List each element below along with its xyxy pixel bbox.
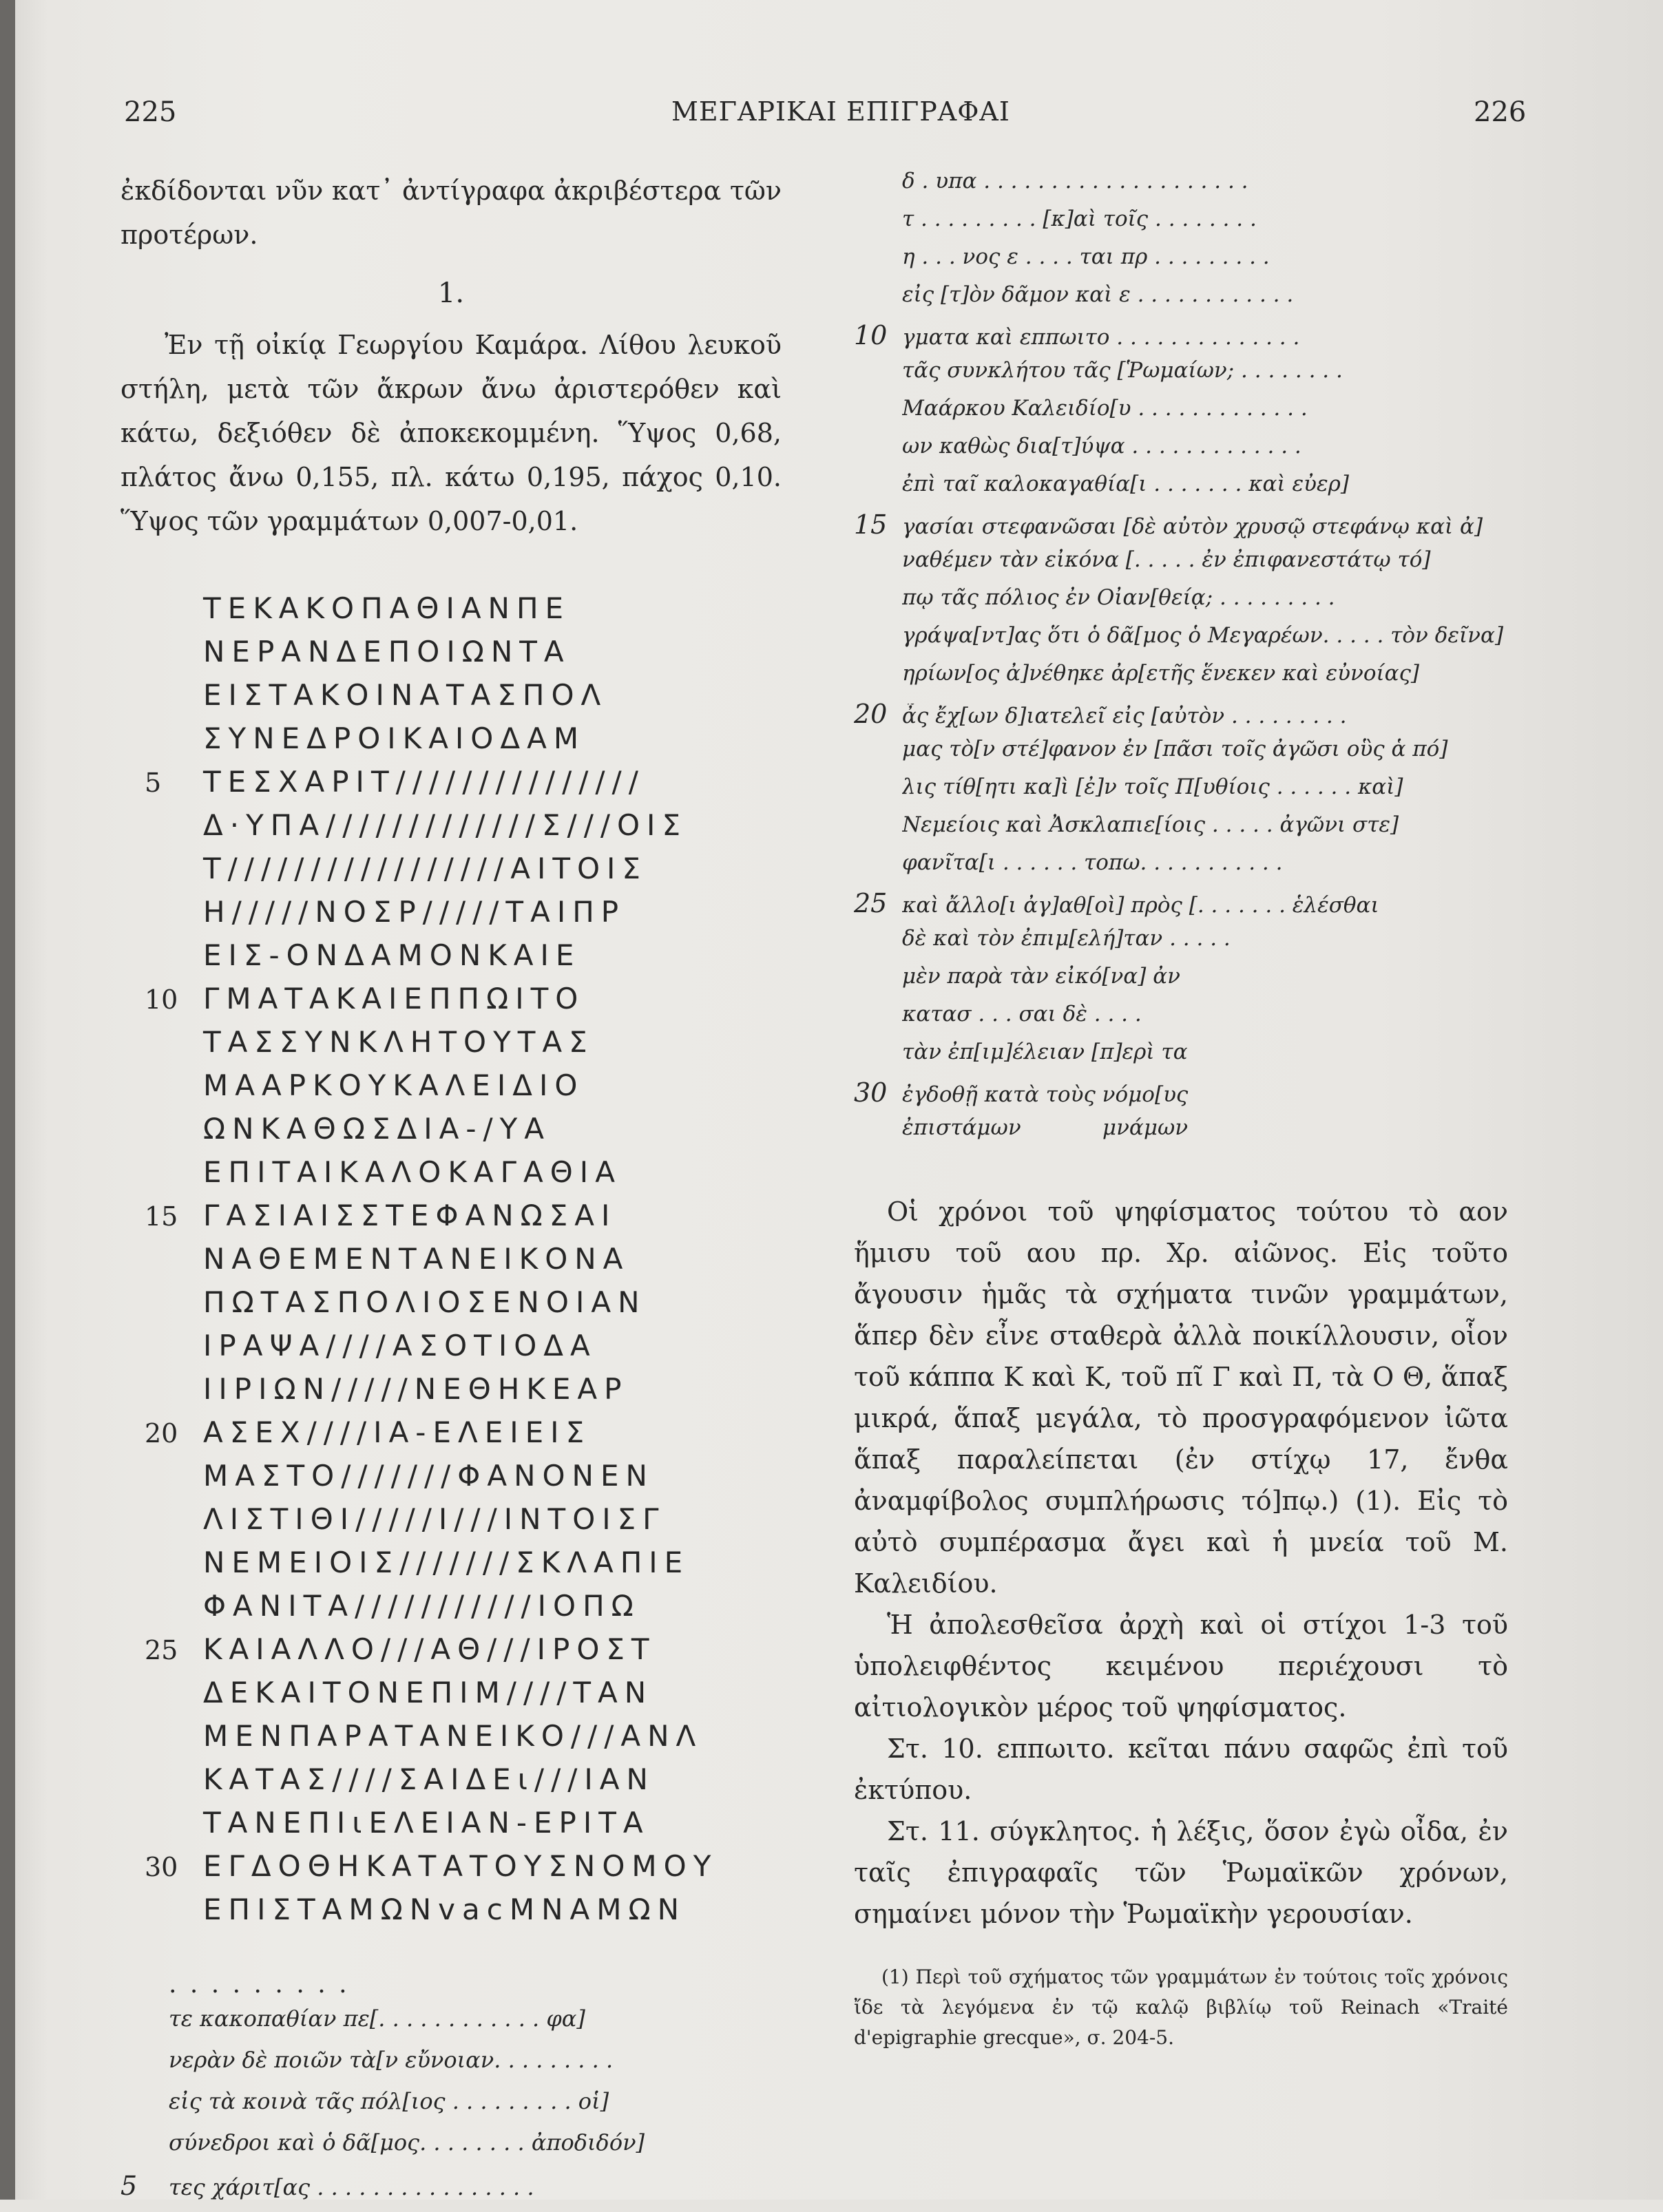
- line-number: 5: [121, 2171, 138, 2201]
- line-text: μὲν παρὰ τὰν εἰκό[να] ἀν: [902, 964, 1180, 989]
- transcription-line: [854, 850, 1508, 888]
- commentary-paragraph: Στ. 10. εππωιτο. κεῖται πάνυ σαφῶς ἐπὶ τοῦ ἐκτύπου.: [854, 1734, 1508, 1805]
- line-text: κατασ . . . σαι δὲ . . . .: [902, 1002, 1142, 1026]
- inscription-line: [121, 895, 782, 938]
- transcription-line: [854, 888, 1508, 926]
- line-text: Δ·ΥΠΑ/////////////Σ///ΟΙΣ: [203, 808, 687, 842]
- inscription-line: [121, 1025, 782, 1068]
- transcription-line: [854, 661, 1508, 699]
- line-text: ΝΕΡΑΝΔΕΠΟΙΩΝΤΑ: [203, 635, 571, 668]
- transcription-line: [854, 623, 1508, 661]
- line-text: τες χάριτ[ας . . . . . . . . . . . . . . . .: [169, 2174, 534, 2200]
- line-text: ων καθὼς δια[τ]ύψα . . . . . . . . . . . . .: [902, 434, 1301, 459]
- transcription-line: [854, 737, 1508, 775]
- line-text: τ . . . . . . . . . [κ]αὶ τοῖς . . . . . . . .: [902, 207, 1257, 231]
- line-text: τᾶς συνκλήτου τᾶς [Ῥωμαίων; . . . . . . . .: [902, 358, 1343, 383]
- line-text: ηρίων[ος ἀ]νέθηκε ἀρ[ετῆς ἕνεκεν καὶ εὐνοίας]: [902, 661, 1420, 686]
- line-text: Η/////ΝΟΣΡ/////ΤΑΙΠΡ: [203, 895, 626, 929]
- line-text: ΤΕΚΑΚΟΠΑΘΙΑΝΠΕ: [203, 591, 571, 625]
- inscription-line: [121, 721, 782, 765]
- inscription-line: [121, 635, 782, 678]
- transcription-line: [854, 964, 1508, 1002]
- line-text: Μαάρκου Καλειδίο[υ . . . . . . . . . . . . .: [902, 396, 1308, 421]
- inscription-line: [121, 1632, 782, 1676]
- transcription-line: [854, 812, 1508, 850]
- line-text: ἐπὶ ταῖ καλοκαγαθία[ι . . . . . . . καὶ εὐερ]: [902, 472, 1349, 496]
- inscription-line: [121, 1155, 782, 1199]
- transcription-line: [854, 320, 1508, 358]
- line-text: ΛΙΣΤΙΘΙ/////Ι///ΙΝΤΟΙΣΓ: [203, 1502, 666, 1536]
- transcription-line: [121, 2171, 782, 2212]
- line-text: ΠΩΤΑΣΠΟΛΙΟΣΕΝΟΙΑΝ: [203, 1285, 647, 1319]
- line-number: 20: [145, 1418, 178, 1449]
- line-text: ΣΥΝΕΔΡΟΙΚΑΙΟΔΑΜ: [203, 721, 586, 755]
- line-text: δὲ καὶ τὸν ἐπιμ[ελή]ταν . . . . .: [902, 926, 1231, 951]
- inscription-line: [121, 1589, 782, 1632]
- line-text: ἐπιστάμων μνάμων: [902, 1115, 1189, 1140]
- line-text: ΕΙΣΤΑΚΟΙΝΑΤΑΣΠΟΛ: [203, 678, 608, 712]
- transcription-line: [854, 926, 1508, 964]
- line-text: ΕΙΣ-ΟΝΔΑΜΟΝΚΑΙΕ: [203, 938, 581, 972]
- left-minuscule-transcription: [121, 2005, 782, 2212]
- inscription-line: [121, 591, 782, 635]
- transcription-line: [121, 2005, 782, 2047]
- line-text: ΦΑΝΙΤΑ///////////ΙΟΠΩ: [203, 1589, 640, 1623]
- transcription-line: [854, 1040, 1508, 1077]
- inscription-line: [121, 1285, 782, 1329]
- inscription-line: [121, 1068, 782, 1112]
- line-text: ναθέμεν τὰν εἰκόνα [. . . . . ἐν ἐπιφανεστάτῳ τό]: [902, 547, 1431, 572]
- line-text: ΓΜΑΤΑΚΑΙΕΠΠΩΙΤΟ: [203, 982, 585, 1015]
- commentary-paragraph: Ἡ ἀπολεσθεῖσα ἀρχὴ καὶ οἱ στίχοι 1-3 τοῦ ὑπολειφθέντος κειμένου περιέχουσι τὸ αἰτιολογικὸν μέρος τοῦ ψηφίσματος.: [854, 1610, 1508, 1723]
- commentary-paragraph: Οἱ χρόνοι τοῦ ψηφίσματος τούτου τὸ αον ἥμισυ τοῦ αου πρ. Χρ. αἰῶνος. Εἰς τοῦτο ἄγουσιν ἡμᾶς τὰ σχήματα τινῶν γραμμάτων, ἅπερ δὲν εἶνε σταθερὰ ἀλλὰ ποικίλλουσιν, οἷον τοῦ κάππα Κ καὶ Κ, τοῦ πῖ Γ καὶ Π, τὰ Ο Θ, ἅπαξ μικρά, ἅπαξ μεγάλα, τὸ προσγραφόμενον ἰῶτα ἅπαξ παραλείπεται (ἐν στίχῳ 17, ἔνθα ἀναμφίβολος συμπλήρωσις τό]πῳ.) (1). Εἰς τὸ αὐτὸ συμπέρασμα ἄγει καὶ ἡ μνεία τοῦ Μ. Καλειδίου.: [854, 1197, 1508, 1599]
- line-text: ΝΑΘΕΜΕΝΤΑΝΕΙΚΟΝΑ: [203, 1242, 630, 1276]
- line-text: ΜΕΝΠΑΡΑΤΑΝΕΙΚΟ///ΑΝΛ: [203, 1719, 703, 1753]
- transcription-line: [854, 699, 1508, 737]
- transcription-line: [854, 434, 1508, 472]
- transcription-line: [854, 547, 1508, 585]
- inscription-line: [121, 1893, 782, 1936]
- running-title: ΜΕΓΑΡΙΚΑΙ ΕΠΙΓΡΑΦΑΙ: [671, 96, 1010, 127]
- line-text: γασίαι στεφανῶσαι [δὲ αὐτὸν χρυσῷ στεφάνῳ καὶ ἀ]: [902, 514, 1483, 539]
- line-text: ΕΠΙΤΑΙΚΑΛΟΚΑΓΑΘΙΑ: [203, 1155, 622, 1189]
- transcription-line: [854, 1077, 1508, 1115]
- right-minuscule-transcription: [854, 169, 1508, 1153]
- inscription-line: [121, 1676, 782, 1719]
- commentary: [854, 1191, 1508, 1935]
- page-number-left: 225: [124, 96, 177, 128]
- line-text: ΜΑΑΡΚΟΥΚΑΛΕΙΔΙΟ: [203, 1068, 585, 1102]
- line-text: ΑΣΕΧ////ΙΑ-ΕΛΕΙΕΙΣ: [203, 1415, 592, 1449]
- inscription-line: [121, 1806, 782, 1849]
- transcription-line: [121, 2047, 782, 2088]
- line-number: 15: [854, 509, 888, 540]
- transcription-line: [121, 2088, 782, 2129]
- inscription-line: [121, 765, 782, 808]
- transcription-line: [854, 169, 1508, 207]
- inscription-line: [121, 678, 782, 721]
- inscription-line: [121, 1762, 782, 1806]
- section-number: 1.: [437, 277, 465, 309]
- transcription-line: [121, 2129, 782, 2171]
- inscription-line: [121, 852, 782, 895]
- line-text: τε κακοπαθίαν πε[. . . . . . . . . . . . φα]: [169, 2005, 585, 2032]
- line-text: εἰς [τ]ὸν δᾶμον καὶ ε . . . . . . . . . . . .: [902, 282, 1294, 307]
- line-text: Τ/////////////////ΑΙΤΟΙΣ: [203, 852, 647, 885]
- majuscule-transcription: [121, 591, 782, 1936]
- line-text: ἆς ἔχ[ων δ]ιατελεῖ εἰς [αὐτὸν . . . . . . . . .: [902, 704, 1347, 728]
- footnote: (1) Περὶ τοῦ σχήματος τῶν γραμμάτων ἐν τούτοις τοῖς χρόνοις ἴδε τὰ λεγόμενα ἐν τῷ καλῷ βιβλίῳ τοῦ Reinach «Traité d'epigraphie grecque», σ. 204-5.: [854, 1966, 1508, 2049]
- inscription-line: [121, 1502, 782, 1546]
- line-text: ΤΑΝΕΠΙιΕΛΕΙΑΝ-ΕΡΙΤΑ: [203, 1806, 650, 1840]
- inscription-line: [121, 808, 782, 852]
- line-number: 15: [145, 1201, 178, 1232]
- line-text: ΤΑΣΣΥΝΚΛΗΤΟΥΤΑΣ: [203, 1025, 594, 1059]
- line-text: ΜΑΣΤΟ///////ΦΑΝΟΝΕΝ: [203, 1459, 654, 1493]
- intro-paragraph: ἐκδίδονται νῦν κατ᾽ ἀντίγραφα ἀκριβέστερα τῶν προτέρων.: [121, 176, 782, 250]
- line-text: πῳ τᾶς πόλιος ἐν Οἰαν[θείᾳ; . . . . . . . . .: [902, 585, 1335, 610]
- line-text: γράψα[ντ]ας ὅτι ὁ δᾶ[μος ὁ Μεγαρέων. . . . . τὸν δεῖνα]: [902, 623, 1504, 648]
- binding-gutter: [0, 0, 15, 2200]
- inscription-line: [121, 1459, 782, 1502]
- line-text: δ . υπα . . . . . . . . . . . . . . . . . . . .: [902, 169, 1248, 193]
- line-text: ΩΝΚΑΘΩΣΔΙΑ-/ΥΑ: [203, 1112, 552, 1146]
- inscription-line: [121, 938, 782, 982]
- commentary-paragraph: Στ. 11. σύγκλητος. ἡ λέξις, ὅσον ἐγὼ οἶδα, ἐν ταῖς ἐπιγραφαῖς τῶν Ῥωμαϊκῶν χρόνων, σημαίνει μόνον τὴν Ῥωμαϊκὴν γερουσίαν.: [854, 1816, 1508, 1929]
- line-text: ΝΕΜΕΙΟΙΣ///////ΣΚΛΑΠΙΕ: [203, 1546, 690, 1579]
- line-number: 30: [145, 1852, 178, 1882]
- line-number: 25: [145, 1635, 178, 1665]
- line-text: λις τίθ[ητι κα]ὶ [ἐ]ν τοῖς Π[υθίοις . . . . . . καὶ]: [902, 775, 1403, 799]
- line-text: ΔΕΚΑΙΤΟΝΕΠΙΜ////ΤΑΝ: [203, 1676, 653, 1709]
- inscription-line: [121, 1112, 782, 1155]
- line-number: 20: [854, 699, 888, 729]
- inscription-line: [121, 1242, 782, 1285]
- transcription-line: [854, 282, 1508, 320]
- line-text: νερὰν δὲ ποιῶν τὰ[ν εὔνοιαν. . . . . . . . .: [169, 2047, 614, 2073]
- line-text: σύνεδροι καὶ ὁ δᾶ[μος. . . . . . . . ἀποδιδόν]: [169, 2129, 645, 2156]
- line-number: 25: [854, 888, 888, 918]
- line-number: 30: [854, 1077, 888, 1108]
- transcription-line: [854, 472, 1508, 509]
- line-text: ΚΑΙΑΛΛΟ///ΑΘ///ΙΡΟΣΤ: [203, 1632, 656, 1666]
- inscription-line: [121, 1415, 782, 1459]
- line-text: ΓΑΣΙΑΙΣΣΤΕΦΑΝΩΣΑΙ: [203, 1199, 617, 1232]
- transcription-line: [854, 244, 1508, 282]
- lacuna-dots: . . . . . . . . .: [169, 1970, 350, 1999]
- line-text: Νεμείοις καὶ Ἀσκλαπιε[ίοις . . . . . ἀγῶνι στε]: [902, 812, 1399, 837]
- line-text: ΚΑΤΑΣ////ΣΑΙΔΕι///ΙΑΝ: [203, 1762, 655, 1796]
- inscription-line: [121, 982, 782, 1025]
- line-text: η . . . νος ε . . . . ται πρ . . . . . . . . .: [902, 244, 1270, 269]
- inscription-line: [121, 1372, 782, 1415]
- line-text: ΕΠΙΣΤΑΜΩΝvacΜΝΑΜΩΝ: [203, 1893, 687, 1926]
- line-text: ΕΓΔΟΘΗΚΑΤΑΤΟΥΣΝΟΜΟΥ: [203, 1849, 718, 1883]
- transcription-line: [854, 207, 1508, 244]
- line-text: ΙΡΑΨΑ////ΑΣΟΤΙΟΔΑ: [203, 1329, 597, 1362]
- transcription-line: [854, 775, 1508, 812]
- left-column: [121, 169, 782, 2212]
- transcription-line: [854, 358, 1508, 396]
- line-number: 5: [145, 768, 162, 798]
- line-text: μας τὸ[ν στέ]φανον ἐν [πᾶσι τοῖς ἀγῶσι οὓς ἁ πό]: [902, 737, 1448, 761]
- transcription-line: [854, 1002, 1508, 1040]
- footnote-section: [854, 1962, 1508, 2053]
- line-text: γματα καὶ εππωιτο . . . . . . . . . . . . . .: [902, 325, 1300, 350]
- stone-description: Ἐν τῇ οἰκίᾳ Γεωργίου Καμάρα. Λίθου λευκοῦ στήλη, μετὰ τῶν ἄκρων ἄνω ἀριστερόθεν καὶ κάτω, δεξιόθεν δὲ ἀποκεκομμένη. Ὕψος 0,68, πλάτος ἄνω 0,155, πλ. κάτω 0,195, πάχος 0,10. Ὕψος τῶν γραμμάτων 0,007-0,01.: [121, 330, 782, 536]
- line-number: 10: [854, 320, 888, 350]
- line-text: ΙΙΡΙΩΝ/////ΝΕΘΗΚΕΑΡ: [203, 1372, 629, 1406]
- transcription-line: [854, 1115, 1508, 1153]
- line-text: τὰν ἐπ[ιμ]έλειαν [π]ερὶ τα: [902, 1040, 1188, 1064]
- inscription-line: [121, 1849, 782, 1893]
- line-text: καὶ ἄλλο[ι ἀγ]αθ[οὶ] πρὸς [. . . . . . . ἑλέσθαι: [902, 893, 1379, 918]
- line-text: ἐγδοθῇ κατὰ τοὺς νόμο[υς: [902, 1082, 1189, 1107]
- transcription-line: [854, 585, 1508, 623]
- line-text: ΤΕΣΧΑΡΙΤ///////////////: [203, 765, 645, 799]
- right-column: [854, 169, 1508, 2053]
- line-text: φανῖτα[ι . . . . . . τοπω. . . . . . . . . . .: [902, 850, 1283, 875]
- line-text: εἰς τὰ κοινὰ τᾶς πόλ[ιος . . . . . . . . . οἱ]: [169, 2088, 609, 2114]
- inscription-line: [121, 1199, 782, 1242]
- page-number-right: 226: [1474, 96, 1527, 128]
- inscription-line: [121, 1546, 782, 1589]
- transcription-line: [854, 509, 1508, 547]
- inscription-line: [121, 1329, 782, 1372]
- transcription-line: [854, 396, 1508, 434]
- line-number: 10: [145, 984, 178, 1015]
- inscription-line: [121, 1719, 782, 1762]
